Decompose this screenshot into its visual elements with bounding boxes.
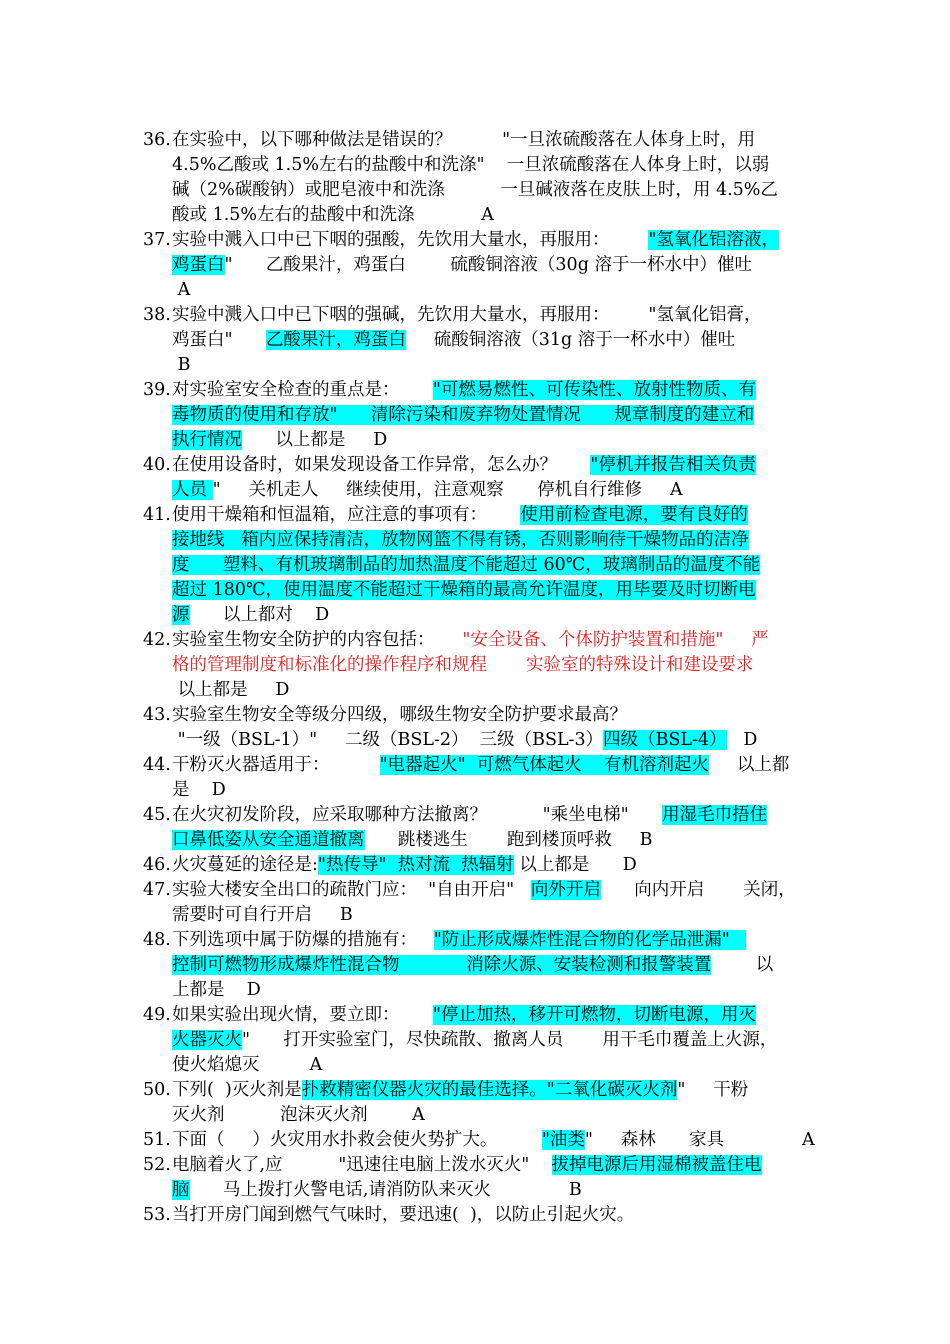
text-segment: 如果实验出现火情，要立即： [172, 1005, 433, 1025]
question-text [172, 603, 329, 628]
text-segment: 使火焰熄灭 A [172, 1055, 323, 1075]
highlighted-answer: 接地线 箱内应保持清洁，放物网篮不得有锈，否则影响待干燥物品的洁净 [172, 530, 749, 550]
text-segment: 马上拨打火警电话,请消防队来灭火 B [189, 1180, 582, 1200]
question-text [172, 353, 190, 378]
question-text [172, 1028, 777, 1053]
text-segment: 4.5%乙酸或 1.5%左右的盐酸中和洗涤" 一旦浓硫酸落在人体身上时，以弱 [172, 155, 770, 175]
question-text [172, 1153, 762, 1178]
question-text [172, 178, 778, 203]
question-number: 44. [143, 755, 171, 775]
highlighted-answer: 四级（BSL-4） [603, 730, 727, 750]
text-segment: " 打开实验室门，尽快疏散、撤离人员 用干毛巾覆盖上火源， [242, 1030, 778, 1050]
question-text [172, 703, 627, 728]
text-segment: 实验大楼安全出口的疏散门应： "自由开启" [172, 880, 531, 900]
question-number: 37. [143, 230, 171, 250]
question-text [172, 803, 767, 828]
question-text [172, 778, 226, 803]
question-text [172, 503, 748, 528]
text-segment: 当打开房门闻到燃气气味时，要迅速( )，以防止引起火灾。 [172, 1205, 635, 1225]
text-segment: 使用干燥箱和恒温箱，应注意的事项有： [172, 505, 521, 525]
highlighted-answer: 超过 180℃，使用温度不能超过干燥箱的最高允许温度，用毕要及时切断电 [172, 580, 756, 600]
highlighted-answer: "氢氧化铝溶液， [648, 230, 779, 250]
question-text [172, 578, 756, 603]
text-segment: " 关机走人 继续使用，注意观察 停机自行维修 A [212, 480, 683, 500]
highlighted-answer: "热传导" 热对流 热辐射 [317, 855, 514, 875]
text-segment: 跳楼逃生 跑到楼顶呼救 B [364, 830, 653, 850]
highlighted-answer: "停机并报告相关负责 [590, 455, 756, 475]
text-segment: 鸡蛋白" [172, 330, 266, 350]
text-segment: 下面（ ）火灾用水扑救会使火势扩大。 [172, 1130, 542, 1150]
question-text [172, 553, 760, 578]
question-number: 53. [143, 1205, 171, 1225]
highlighted-answer: 脑 [172, 1180, 190, 1200]
question-number: 52. [143, 1155, 171, 1175]
question-number: 36. [143, 130, 171, 150]
text-segment: " 乙酸果汁，鸡蛋白 硫酸铜溶液（30g 溶于一杯水中）催吐 [224, 255, 752, 275]
highlighted-answer: 扑救精密仪器火灾的最佳选择。"二氧化碳灭火剂 [301, 1080, 678, 1100]
highlighted-answer: "停止加热，移开可燃物，切断电源，用灭 [432, 1005, 756, 1025]
text-segment: 向内开启 关闭， [600, 880, 796, 900]
question-text [172, 678, 289, 703]
highlighted-answer: 人员 [172, 480, 213, 500]
question-text [172, 1128, 815, 1153]
text-segment: A [172, 280, 191, 300]
highlighted-answer: 火器灭火 [172, 1030, 242, 1050]
text-segment: 以上都是 D [242, 430, 388, 450]
highlighted-answer: 口鼻低姿从安全通道撤离 [172, 830, 365, 850]
text-segment: 在火灾初发阶段，应采取哪种方法撤离？ "乘坐电梯" [172, 805, 663, 825]
highlighted-answer: "可燃易燃性、可传染性、放射性物质、有 [432, 380, 756, 400]
question-text [172, 1103, 425, 1128]
text-segment: 以上都对 D [189, 605, 330, 625]
text-segment: 实验室生物安全防护的内容包括： [172, 630, 463, 650]
text-segment: " 森林 家具 A [584, 1130, 815, 1150]
question-number: 45. [143, 805, 171, 825]
text-segment: D [726, 730, 758, 750]
highlighted-answer: 用湿毛巾捂住 [662, 805, 768, 825]
question-text [172, 753, 789, 778]
text-segment: 灭火剂 泡沫灭火剂 A [172, 1105, 425, 1125]
question-text [172, 653, 753, 678]
question-text [172, 203, 494, 228]
question-number: 47. [143, 880, 171, 900]
text-segment: 下列选项中属于防爆的措施有： [172, 930, 434, 950]
question-text [172, 853, 637, 878]
question-text [172, 528, 749, 553]
question-text [172, 453, 756, 478]
text-segment: 上都是 D [172, 980, 261, 1000]
question-text [172, 1053, 322, 1078]
question-text [172, 228, 779, 253]
text-segment: 电脑着火了,应 "迅速往电脑上泼水灭火" [172, 1155, 552, 1175]
text-segment: 实验中溅入口中已下咽的强碱，先饮用大量水，再服用： "氢氧化铝膏， [172, 305, 762, 325]
question-number: 43. [143, 705, 171, 725]
question-text [172, 953, 773, 978]
text-segment: 以 [711, 955, 774, 975]
question-text [172, 128, 755, 153]
question-text [172, 878, 796, 903]
question-number: 38. [143, 305, 171, 325]
text-segment: 在使用设备时，如果发现设备工作异常，怎么办？ [172, 455, 591, 475]
question-text [172, 378, 756, 403]
highlighted-answer: 鸡蛋白 [172, 255, 225, 275]
text-segment: 干粉灭火器适用于： [172, 755, 380, 775]
highlighted-answer: 度 塑料、有机玻璃制品的加热温度不能超过 60℃，玻璃制品的温度不能 [172, 555, 761, 575]
question-text [172, 1078, 748, 1103]
text-segment: 是 D [172, 780, 226, 800]
question-text [172, 903, 353, 928]
text-segment: " 干粉 [677, 1080, 749, 1100]
text-segment: 硫酸铜溶液（31g 溶于一杯水中）催吐 [405, 330, 736, 350]
red-answer-text: "安全设备、个体防护装置和措施" 严 [462, 630, 769, 650]
question-text [172, 1178, 582, 1203]
question-text [172, 303, 762, 328]
question-number: 42. [143, 630, 171, 650]
question-number: 48. [143, 930, 171, 950]
question-text [172, 1203, 634, 1228]
question-text [172, 328, 735, 353]
text-segment: 需要时可自行开启 B [172, 905, 353, 925]
question-text [172, 978, 261, 1003]
highlighted-answer: 毒物质的使用和存放" 清除污染和废弃物处置情况 规章制度的建立和 [172, 405, 755, 425]
highlighted-answer: "电器起火" 可燃气体起火 有机溶剂起火 [379, 755, 710, 775]
text-segment: 碱（2%碳酸钠）或肥皂液中和洗涤 一旦碱液落在皮肤上时，用 4.5%乙 [172, 180, 778, 200]
text-segment: B [172, 355, 191, 375]
question-number: 39. [143, 380, 171, 400]
highlighted-answer: "防止形成爆炸性混合物的化学品泄漏" [433, 930, 747, 950]
question-number: 46. [143, 855, 171, 875]
text-segment: 实验室生物安全等级分四级，哪级生物安全防护要求最高？ [172, 705, 627, 725]
question-text [172, 828, 653, 853]
text-segment: 火灾蔓延的途径是: [172, 855, 318, 875]
highlighted-answer: 向外开启 [530, 880, 601, 900]
text-segment: 在实验中，以下哪种做法是错误的？ "一旦浓硫酸落在人体身上时，用 [172, 130, 756, 150]
question-text [172, 403, 754, 428]
highlighted-answer: 拔掉电源后用湿棉被盖住电 [551, 1155, 762, 1175]
highlighted-answer: 源 [172, 605, 190, 625]
text-segment: 以上都是 D [513, 855, 637, 875]
question-text [172, 153, 769, 178]
text-segment: "一级（BSL-1）" 二级（BSL-2） 三级（BSL-3） [172, 730, 604, 750]
text-segment: 下列( )灭火剂是 [172, 1080, 302, 1100]
text-segment: 以上都是 D [172, 680, 290, 700]
question-number: 40. [143, 455, 171, 475]
question-text [172, 253, 752, 278]
question-text [172, 928, 746, 953]
question-text [172, 428, 387, 453]
text-segment: 实验中溅入口中已下咽的强酸，先饮用大量水，再服用： [172, 230, 649, 250]
highlighted-answer: "油类 [541, 1130, 585, 1150]
text-segment: 酸或 1.5%左右的盐酸中和洗涤 A [172, 205, 494, 225]
question-number: 41. [143, 505, 171, 525]
highlighted-answer: 控制可燃物形成爆炸性混合物 消除火源、安装检测和报警装置 [172, 955, 712, 975]
highlighted-answer: 使用前检查电源，要有良好的 [520, 505, 748, 525]
question-text [172, 278, 190, 303]
question-text [172, 628, 769, 653]
question-number: 50. [143, 1080, 171, 1100]
red-answer-text: 格的管理制度和标准化的操作程序和规程 实验室的特殊设计和建设要求 [172, 655, 754, 675]
question-number: 49. [143, 1005, 171, 1025]
highlighted-answer: 乙酸果汁，鸡蛋白 [265, 330, 406, 350]
highlighted-answer: 执行情况 [172, 430, 242, 450]
question-text [172, 478, 683, 503]
question-number: 51. [143, 1130, 171, 1150]
text-segment: 对实验室安全检查的重点是： [172, 380, 433, 400]
text-segment: 以上都 [709, 755, 790, 775]
question-text [172, 1003, 756, 1028]
question-text [172, 728, 757, 753]
